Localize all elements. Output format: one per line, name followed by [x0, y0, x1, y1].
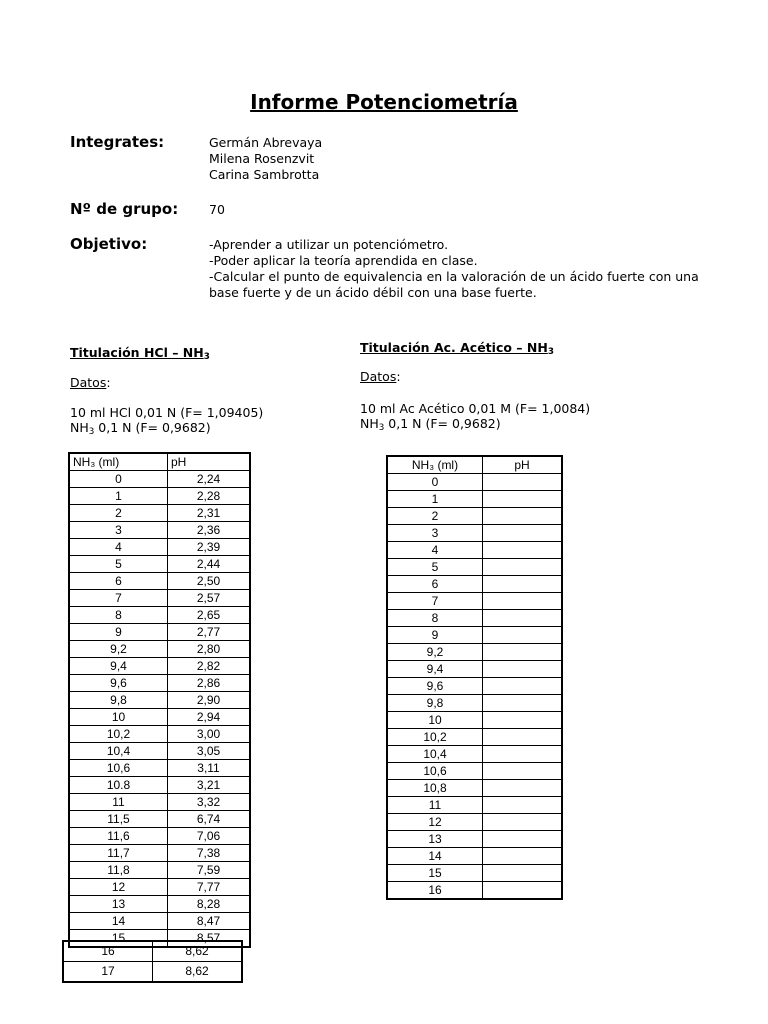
ph-cell: [483, 627, 563, 644]
table-row: [69, 590, 250, 607]
volume-cell: 10,4: [69, 743, 168, 760]
volume-cell: 11,6: [69, 828, 168, 845]
table-row: [387, 763, 562, 780]
volume-cell: 15: [387, 865, 483, 882]
acetico-section-title: Titulación Ac. Acético – $NH_3$: [360, 340, 554, 358]
ph-cell: [483, 780, 563, 797]
ph-cell: [483, 576, 563, 593]
header-ph: pH: [168, 453, 251, 471]
table-row: [69, 573, 250, 590]
volume-cell: 11: [387, 797, 483, 814]
hcl-titration-table: [68, 452, 251, 948]
ph-cell: 2,57: [168, 590, 251, 607]
table-row: [387, 831, 562, 848]
ph-cell: 7,06: [168, 828, 251, 845]
ph-cell: 3,11: [168, 760, 251, 777]
ph-cell: [483, 542, 563, 559]
header-ph: pH: [483, 456, 563, 474]
table-row: [69, 488, 250, 505]
table-row: [69, 845, 250, 862]
ph-cell: [483, 678, 563, 695]
ph-cell: [483, 491, 563, 508]
table-row: [69, 743, 250, 760]
objetivo-text: [209, 237, 699, 301]
table-row: [387, 542, 562, 559]
table-row: [69, 624, 250, 641]
ph-cell: 2,36: [168, 522, 251, 539]
volume-cell: 13: [69, 896, 168, 913]
table-row: [387, 610, 562, 627]
header-volume: NH₃ (ml): [69, 453, 168, 471]
table-row: [387, 780, 562, 797]
volume-cell: 16: [63, 941, 153, 962]
table-row: [69, 641, 250, 658]
objetivo-line: base fuerte y de un ácido débil con una base fuerte.: [209, 285, 537, 300]
objetivo-line: -Aprender a utilizar un potenciómetro.: [209, 237, 449, 252]
ph-cell: 2,82: [168, 658, 251, 675]
table-row: [69, 658, 250, 675]
volume-cell: 10,8: [387, 780, 483, 797]
table-row: [387, 882, 562, 900]
acetico-datos-text: 10 ml Ac Acético 0,01 M (F= 1,0084) $NH_3$ 0,1 N (F= 0,9682): [360, 401, 591, 434]
volume-cell: 11: [69, 794, 168, 811]
ph-cell: 8,57: [168, 930, 251, 948]
table-row: [387, 627, 562, 644]
table-row: [387, 712, 562, 729]
table-row: [69, 777, 250, 794]
table-row: [387, 848, 562, 865]
ph-cell: [483, 763, 563, 780]
volume-cell: 8: [69, 607, 168, 624]
volume-cell: 10,2: [387, 729, 483, 746]
volume-cell: 5: [69, 556, 168, 573]
volume-cell: 12: [69, 879, 168, 896]
table-row: [69, 692, 250, 709]
table-row: [387, 474, 562, 491]
ph-cell: 2,94: [168, 709, 251, 726]
ph-cell: [483, 865, 563, 882]
ph-cell: [483, 474, 563, 491]
ph-cell: 8,28: [168, 896, 251, 913]
table-row: [387, 797, 562, 814]
volume-cell: 2: [69, 505, 168, 522]
table-row: [69, 794, 250, 811]
table-header-row: [387, 456, 562, 474]
ph-cell: 2,90: [168, 692, 251, 709]
table-row: [63, 941, 242, 962]
volume-cell: 9,2: [387, 644, 483, 661]
integrante-name: Milena Rosenzvit: [209, 151, 315, 166]
volume-cell: 3: [387, 525, 483, 542]
volume-cell: 14: [387, 848, 483, 865]
hcl-datos-text: 10 ml HCl 0,01 N (F= 1,09405) $NH_3$ 0,1 N (F= 0,9682): [70, 405, 264, 438]
volume-cell: 10,6: [69, 760, 168, 777]
table-row: [387, 508, 562, 525]
volume-cell: 4: [69, 539, 168, 556]
volume-cell: 10.8: [69, 777, 168, 794]
hcl-section-title: Titulación HCl – $NH_3$: [70, 345, 210, 363]
volume-cell: 11,5: [69, 811, 168, 828]
table-row: [69, 709, 250, 726]
table-row: [69, 607, 250, 624]
volume-cell: 9,4: [387, 661, 483, 678]
ph-cell: 2,28: [168, 488, 251, 505]
table-row: [387, 729, 562, 746]
volume-cell: 17: [63, 962, 153, 983]
volume-cell: 14: [69, 913, 168, 930]
ph-cell: 8,62: [153, 962, 243, 983]
ph-cell: [483, 712, 563, 729]
ph-cell: 2,24: [168, 471, 251, 488]
ph-cell: 3,00: [168, 726, 251, 743]
ph-cell: [483, 848, 563, 865]
table-row: [69, 862, 250, 879]
volume-cell: 0: [387, 474, 483, 491]
volume-cell: 16: [387, 882, 483, 900]
ph-cell: 7,59: [168, 862, 251, 879]
ph-cell: [483, 797, 563, 814]
ph-cell: [483, 814, 563, 831]
hcl-datos-label: Datos:: [70, 375, 111, 390]
table-row: [69, 896, 250, 913]
acetico-titration-table: [386, 455, 563, 900]
volume-cell: 10: [387, 712, 483, 729]
volume-cell: 9: [69, 624, 168, 641]
table-row: [69, 828, 250, 845]
ph-cell: [483, 610, 563, 627]
table-row: [69, 675, 250, 692]
ph-cell: 8,62: [153, 941, 243, 962]
ph-cell: 2,39: [168, 539, 251, 556]
volume-cell: 4: [387, 542, 483, 559]
table-row: [69, 522, 250, 539]
table-row: [69, 760, 250, 777]
integrante-name: Carina Sambrotta: [209, 167, 320, 182]
table-row: [69, 811, 250, 828]
table-row: [69, 505, 250, 522]
volume-cell: 8: [387, 610, 483, 627]
integrante-name: Germán Abrevaya: [209, 135, 323, 150]
volume-cell: 3: [69, 522, 168, 539]
table-header-row: [69, 453, 250, 471]
table-row: [69, 726, 250, 743]
ph-cell: [483, 593, 563, 610]
ph-cell: 2,31: [168, 505, 251, 522]
volume-cell: 13: [387, 831, 483, 848]
ph-cell: 8,47: [168, 913, 251, 930]
ph-cell: [483, 882, 563, 900]
ph-cell: [483, 661, 563, 678]
volume-cell: 9: [387, 627, 483, 644]
table-row: [387, 559, 562, 576]
ph-cell: [483, 508, 563, 525]
volume-cell: 9,8: [387, 695, 483, 712]
table-row: [69, 913, 250, 930]
ph-cell: 6,74: [168, 811, 251, 828]
volume-cell: 1: [69, 488, 168, 505]
ph-cell: [483, 559, 563, 576]
table-row: [387, 678, 562, 695]
ph-cell: 2,80: [168, 641, 251, 658]
volume-cell: 7: [387, 593, 483, 610]
table-row: [387, 576, 562, 593]
volume-cell: 10,6: [387, 763, 483, 780]
ph-cell: 3,05: [168, 743, 251, 760]
integrantes-label: Integrates:: [70, 133, 165, 151]
volume-cell: 9,2: [69, 641, 168, 658]
table-row: [387, 695, 562, 712]
ph-cell: [483, 644, 563, 661]
objetivo-line: -Poder aplicar la teoría aprendida en clase.: [209, 253, 478, 268]
volume-cell: 12: [387, 814, 483, 831]
integrantes-list: [209, 135, 322, 183]
ph-cell: 7,38: [168, 845, 251, 862]
volume-cell: 15: [69, 930, 168, 948]
volume-cell: 9,6: [387, 678, 483, 695]
table-row: [69, 556, 250, 573]
table-row: [387, 661, 562, 678]
ph-cell: 3,32: [168, 794, 251, 811]
hcl-titration-overflow-table: [62, 940, 243, 983]
grupo-value: 70: [209, 202, 225, 217]
table-row: [387, 525, 562, 542]
volume-cell: 10: [69, 709, 168, 726]
volume-cell: 7: [69, 590, 168, 607]
ph-cell: 2,50: [168, 573, 251, 590]
ph-cell: [483, 525, 563, 542]
ph-cell: [483, 729, 563, 746]
ph-cell: 2,86: [168, 675, 251, 692]
table-row: [387, 593, 562, 610]
table-row: [387, 644, 562, 661]
volume-cell: 6: [387, 576, 483, 593]
ph-cell: 3,21: [168, 777, 251, 794]
objetivo-label: Objetivo:: [70, 235, 148, 253]
ph-cell: 2,44: [168, 556, 251, 573]
table-row: [63, 962, 242, 983]
ph-cell: [483, 746, 563, 763]
volume-cell: 1: [387, 491, 483, 508]
ph-cell: 2,77: [168, 624, 251, 641]
volume-cell: 2: [387, 508, 483, 525]
table-row: [69, 471, 250, 488]
table-row: [387, 746, 562, 763]
table-row: [387, 865, 562, 882]
volume-cell: 9,6: [69, 675, 168, 692]
table-row: [69, 539, 250, 556]
volume-cell: 0: [69, 471, 168, 488]
volume-cell: 11,8: [69, 862, 168, 879]
ph-cell: [483, 831, 563, 848]
page-title: Informe Potenciometría: [250, 90, 518, 114]
volume-cell: 10,4: [387, 746, 483, 763]
objetivo-line: -Calcular el punto de equivalencia en la valoración de un ácido fuerte con una: [209, 269, 699, 284]
ph-cell: 7,77: [168, 879, 251, 896]
header-volume: NH₃ (ml): [387, 456, 483, 474]
ph-cell: 2,65: [168, 607, 251, 624]
volume-cell: 9,8: [69, 692, 168, 709]
table-row: [387, 491, 562, 508]
acetico-datos-label: Datos:: [360, 369, 401, 384]
volume-cell: 10,2: [69, 726, 168, 743]
volume-cell: 9,4: [69, 658, 168, 675]
grupo-label: Nº de grupo:: [70, 200, 179, 218]
ph-cell: [483, 695, 563, 712]
volume-cell: 5: [387, 559, 483, 576]
volume-cell: 6: [69, 573, 168, 590]
table-row: [69, 879, 250, 896]
table-row: [387, 814, 562, 831]
volume-cell: 11,7: [69, 845, 168, 862]
